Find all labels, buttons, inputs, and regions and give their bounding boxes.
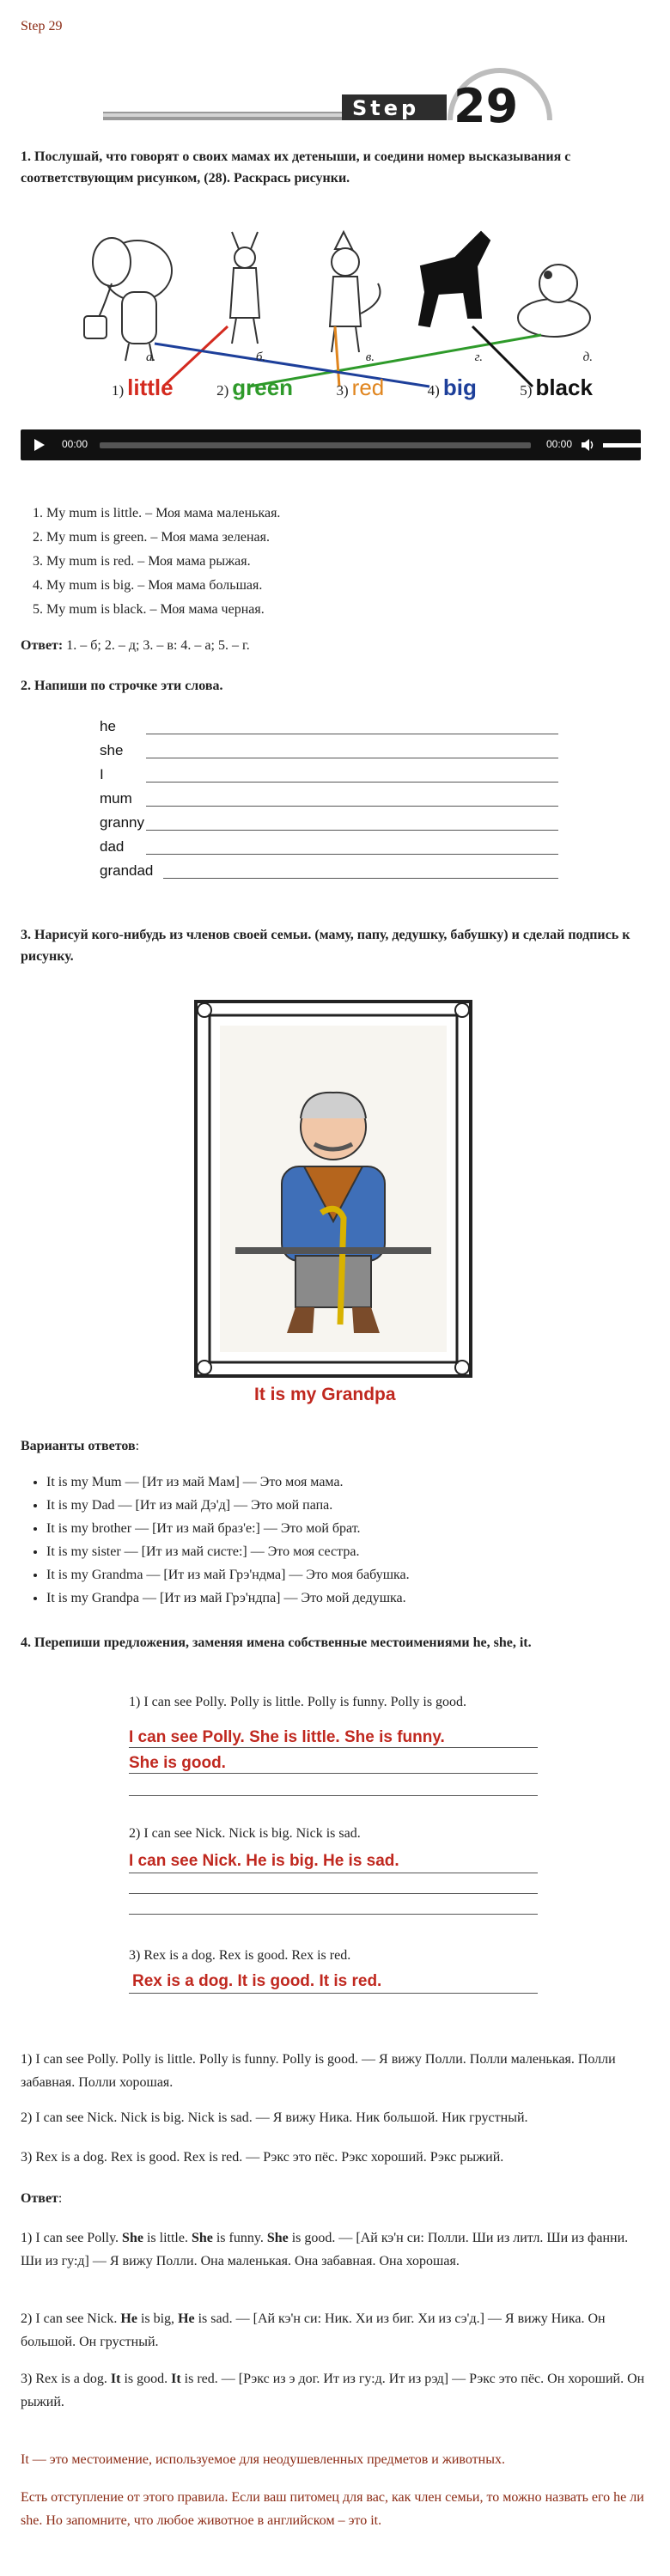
task4-answer-3: 3) Rex is a dog. It is good. It is red. — [Рэкс из э дог. Ит из гу:д. Ит из рэд] — Рэкс это пёс. Он хороший. Он рыжий. <box>21 2372 645 2409</box>
copy-lines <box>94 713 576 902</box>
note-exception: Есть отступление от этого правила. Если ваш питомец для вас, как член семьи, то можно назвать его he ли she. Но запомните, что любое животное в английском – это it. <box>21 2490 644 2528</box>
letter-g: г. <box>474 350 484 364</box>
task1-picture <box>77 215 593 412</box>
ex1-text: 1) I can see Polly. Polly is little. Polly is funny. Polly is good. <box>129 1695 467 1709</box>
sentence-5: 5. My mum is black. – Моя мама черная. <box>33 602 265 617</box>
sentence-4: 4. My mum is big. – Моя мама большая. <box>33 578 263 593</box>
copy-word-grandad: grandad <box>100 862 154 879</box>
variant-item: • It is my Mum — [Ит из май Мам] — Это моя мама. <box>46 1471 410 1494</box>
volume-slider[interactable] <box>603 443 648 448</box>
variant-item: • It is my sister — [Ит из май систе:] — Это моя сестра. <box>46 1540 410 1563</box>
copy-word-granny: granny <box>100 814 144 831</box>
task4-answer-1: 1) I can see Polly. She is little. She is funny. She is good. — [Ай кэ'н си: Полли. Ши из литл. Ши из фанни. Ши из гу:д] — Я вижу Полли. Она маленькая. Она забавная. Она хорошая. <box>21 2231 629 2268</box>
word-5: 5) black <box>520 375 593 400</box>
picture-letters <box>146 350 593 368</box>
sentence-2: 2. My mum is green. – Моя мама зеленая. <box>33 530 270 545</box>
letter-a: а. <box>146 350 156 364</box>
sentence-3: 3. My mum is red. – Моя мама рыжая. <box>33 554 251 569</box>
word-1: 1) little <box>112 375 174 400</box>
translation-1: 1) I can see Polly. Polly is little. Polly is funny. Polly is good. — Я вижу Полли. Полли маленькая. Полли забавная. Полли хорошая. <box>21 2052 616 2090</box>
sentence-1: 1. My mum is little. – Моя мама маленькая. <box>33 506 281 521</box>
duration: 00:00 <box>546 438 573 450</box>
translation-3: 3) Rex is a dog. Rex is good. Rex is red. — Рэкс это пёс. Рэкс хороший. Рэкс рыжий. <box>21 2150 504 2165</box>
ex3-answer: Rex is a dog. It is good. It is red. <box>132 1972 382 1990</box>
translation-2: 2) I can see Nick. Nick is big. Nick is sad. — Я вижу Ника. Ник большой. Ник грустный. <box>21 2110 528 2125</box>
letter-v: в. <box>365 350 375 364</box>
task3-title: 3. Нарисуй кого-нибудь из членов своей семьи. (маму, папу, дедушку, бабушку) и сделай подпись к рисунку. <box>21 928 630 964</box>
ex1-answer-b: She is good. <box>129 1754 226 1772</box>
grandpa-drawing <box>192 998 474 1379</box>
note-it: It — это местоимение, используемое для неодушевленных предметов и животных. <box>21 2452 505 2467</box>
variants-list <box>46 1471 410 1610</box>
copy-word-i: I <box>100 766 104 783</box>
task4-answer-label: Ответ: <box>21 2191 63 2206</box>
ex1-answer-a: I can see Polly. She is little. She is funny. <box>129 1728 445 1746</box>
task1-answer: Ответ: 1. – б; 2. – д; 3. – в: 4. – а; 5. – г. <box>21 638 250 653</box>
word-2: 2) green <box>216 375 294 400</box>
audio-player <box>21 429 641 460</box>
ex2-answer: I can see Nick. He is big. He is sad. <box>129 1852 399 1870</box>
task4-answer-2: 2) I can see Nick. He is big, He is sad. — [Ай кэ'н си: Ник. Хи из биг. Хи из сэ'д.] — Я вижу Ника. Он большой. Он грустный. <box>21 2311 606 2349</box>
variant-item: • It is my Grandpa — [Ит из май Грэ'ндпа] — Это мой дедушка. <box>46 1586 410 1610</box>
svg-text:Step: Step <box>352 96 420 120</box>
variants-label: Варианты ответов: <box>21 1439 140 1453</box>
letter-b: б. <box>255 350 266 364</box>
task1-title: 1. Послушай, что говорят о своих мамах их детеныши, и соедини номер высказывания с соответствующим рисунком, (28). Раскрась рисунки. <box>21 149 571 186</box>
step-banner <box>103 53 567 131</box>
picture-words <box>112 375 593 401</box>
task4-title: 4. Перепиши предложения, заменяя имена собственные местоимениями he, she, it. <box>21 1635 532 1650</box>
copy-word-dad: dad <box>100 838 125 855</box>
copy-word-he: he <box>100 718 116 734</box>
copy-word-mum: mum <box>100 790 132 807</box>
word-4: 4) big <box>427 375 477 400</box>
current-time: 00:00 <box>62 438 88 450</box>
progress-track[interactable] <box>100 442 531 448</box>
play-icon[interactable] <box>34 439 45 451</box>
drawing-caption: It is my Grandpa <box>254 1385 396 1404</box>
variant-item: • It is my Dad — [Ит из май Дэ'д] — Это мой папа. <box>46 1494 410 1517</box>
exercise-sheet <box>129 1689 538 1998</box>
volume-icon[interactable] <box>581 438 594 452</box>
variant-item: • It is my Grandma — [Ит из май Грэ'ндма] — Это моя бабушка. <box>46 1563 410 1586</box>
letter-d: д. <box>582 350 593 364</box>
task2-title: 2. Напиши по строчке эти слова. <box>21 679 223 693</box>
copy-word-she: she <box>100 742 124 758</box>
breadcrumb[interactable]: Step 29 <box>21 19 63 33</box>
ex2-text: 2) I can see Nick. Nick is big. Nick is sad. <box>129 1826 361 1841</box>
svg-text:29: 29 <box>454 79 519 131</box>
variant-item: • It is my brother — [Ит из май браз'е:] — Это мой брат. <box>46 1517 410 1540</box>
word-3: 3) red <box>336 375 385 400</box>
ex3-text: 3) Rex is a dog. Rex is good. Rex is red. <box>129 1948 351 1963</box>
